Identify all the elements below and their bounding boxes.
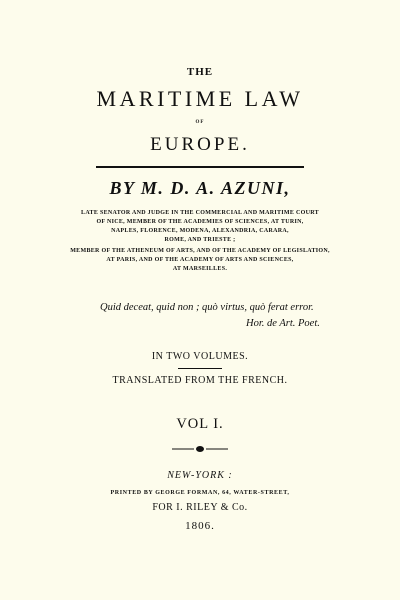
epigraph-attribution: Hor. de Art. Poet. — [246, 318, 320, 329]
volume-number: VOL I. — [176, 416, 224, 432]
imprint-place: NEW-YORK : — [167, 470, 233, 481]
author-credential-line: ROME, AND TRIESTE ; — [164, 237, 236, 243]
ornament-divider — [170, 440, 230, 448]
epigraph-quote: Quid deceat, quid non ; quò virtus, quò ferat error. — [100, 302, 314, 313]
book-title: MARITIME LAW — [96, 86, 304, 111]
title-article: THE — [186, 66, 214, 78]
imprint-printer: PRINTED BY GEORGE FORMAN, 64, WATER-STREET, — [110, 490, 290, 496]
top-rule — [96, 166, 304, 168]
imprint-year: 1806. — [185, 520, 215, 532]
author-credential-line: LATE SENATOR AND JUDGE IN THE COMMERCIAL AND MARITIME COURT — [81, 210, 319, 216]
author-credential-line: MEMBER OF THE ATHENEUM OF ARTS, AND OF THE ACADEMY OF LEGISLATION, — [70, 248, 330, 254]
author-credential-line: OF NICE, MEMBER OF THE ACADEMIES OF SCIENCES, AT TURIN, — [96, 219, 304, 225]
ornamental-rule — [178, 368, 222, 369]
title-preposition: OF — [195, 120, 205, 125]
book-title-continued: EUROPE. — [150, 134, 250, 155]
author-credential-line: NAPLES, FLORENCE, MODENA, ALEXANDRIA, CARARA, — [111, 228, 289, 234]
translation-note: TRANSLATED FROM THE FRENCH. — [112, 375, 288, 386]
imprint-publisher: FOR I. RILEY & Co. — [152, 502, 248, 513]
author-credential-line: AT PARIS, AND OF THE ACADEMY OF ARTS AND SCIENCES, — [106, 257, 294, 263]
author-credential-line: AT MARSEILLES. — [172, 266, 228, 272]
author-byline: BY M. D. A. AZUNI, — [109, 178, 291, 198]
volume-count: IN TWO VOLUMES. — [151, 351, 249, 362]
